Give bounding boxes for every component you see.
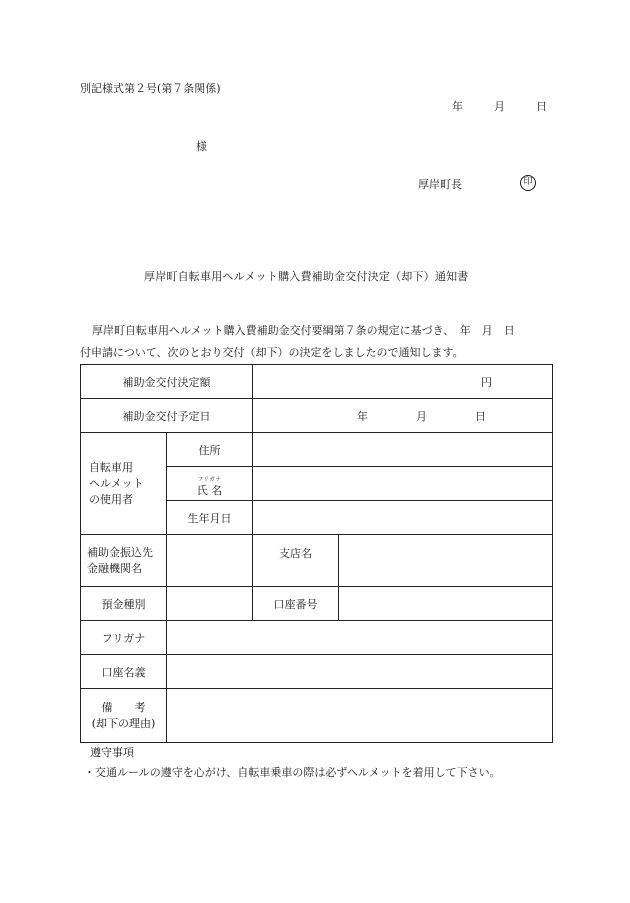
seal-icon: 印: [520, 175, 536, 191]
deposit-type-label: 預金種別: [81, 587, 167, 621]
address-field[interactable]: [253, 433, 553, 467]
notes-heading: 遵守事項: [90, 746, 134, 759]
row-scheduled-date: [81, 399, 553, 433]
name-field[interactable]: [253, 467, 553, 501]
remarks-sub: (却下の理由): [91, 716, 156, 730]
notes-item-1: ・交通ルールの遵守を心がけ、自転車乗車の際は必ずヘルメットを着用して下さい。: [84, 766, 501, 779]
date-month: 月: [494, 100, 505, 113]
scheduled-date-label: 補助金交付予定日: [81, 399, 253, 433]
issue-date: [452, 98, 547, 114]
furigana-label: フリガナ: [81, 621, 167, 655]
remarks-field[interactable]: [167, 689, 553, 743]
name-label: 氏 名: [196, 484, 223, 498]
row-address: [81, 433, 553, 467]
bank-name-field[interactable]: [167, 535, 253, 587]
sched-day: 日: [475, 409, 486, 423]
account-holder-field[interactable]: [167, 655, 553, 689]
body-line-2: 付申請について、次のとおり交付（却下）の決定をしましたので通知します。: [80, 346, 464, 359]
date-day: 日: [536, 100, 547, 113]
address-label: 住所: [167, 433, 253, 467]
account-number-label: 口座番号: [253, 587, 339, 621]
body-paragraph: [80, 320, 515, 364]
body-line-1: 厚岸町自転車用ヘルメット購入費補助金交付要綱第７条の規定に基づき、 年 月 日: [92, 324, 515, 337]
scheduled-date-field[interactable]: [253, 399, 553, 433]
branch-label: 支店名: [253, 535, 339, 587]
decision-amount-label: 補助金交付決定額: [81, 365, 253, 399]
addressee-suffix: 様: [196, 140, 207, 153]
row-bank: [81, 535, 553, 587]
row-deposit: [81, 587, 553, 621]
date-year: 年: [452, 100, 463, 113]
birthdate-label: 生年月日: [167, 501, 253, 535]
name-label-cell: [167, 467, 253, 501]
notes-section: [84, 743, 501, 783]
sched-year: 年: [357, 409, 368, 423]
account-number-field[interactable]: [339, 587, 553, 621]
account-holder-label: 口座名義: [81, 655, 167, 689]
name-ruby: フリガナ: [197, 476, 222, 483]
branch-field[interactable]: [339, 535, 553, 587]
deposit-type-field[interactable]: [167, 587, 253, 621]
furigana-field[interactable]: [167, 621, 553, 655]
yen-unit: 円: [481, 375, 492, 389]
subsidy-table: [80, 364, 553, 743]
decision-amount-field[interactable]: [253, 365, 553, 399]
issuer-name: 厚岸町長: [418, 178, 462, 191]
row-remarks: [81, 689, 553, 743]
sched-month: 月: [416, 409, 427, 423]
form-number: 別記様式第２号(第７条関係): [80, 82, 221, 95]
birthdate-field[interactable]: [253, 501, 553, 535]
row-decision-amount: [81, 365, 553, 399]
remarks-label-cell: [81, 689, 167, 743]
bank-label: 補助金振込先 金融機関名: [81, 535, 167, 587]
remarks-label: 備 考: [101, 700, 146, 714]
row-account-holder: [81, 655, 553, 689]
seal-mark: [520, 174, 536, 191]
row-furigana: [81, 621, 553, 655]
user-group-label: 自転車用 ヘルメット の使用者: [81, 433, 167, 535]
document-title: 厚岸町自転車用ヘルメット購入費補助金交付決定（却下）通知書: [144, 270, 469, 283]
